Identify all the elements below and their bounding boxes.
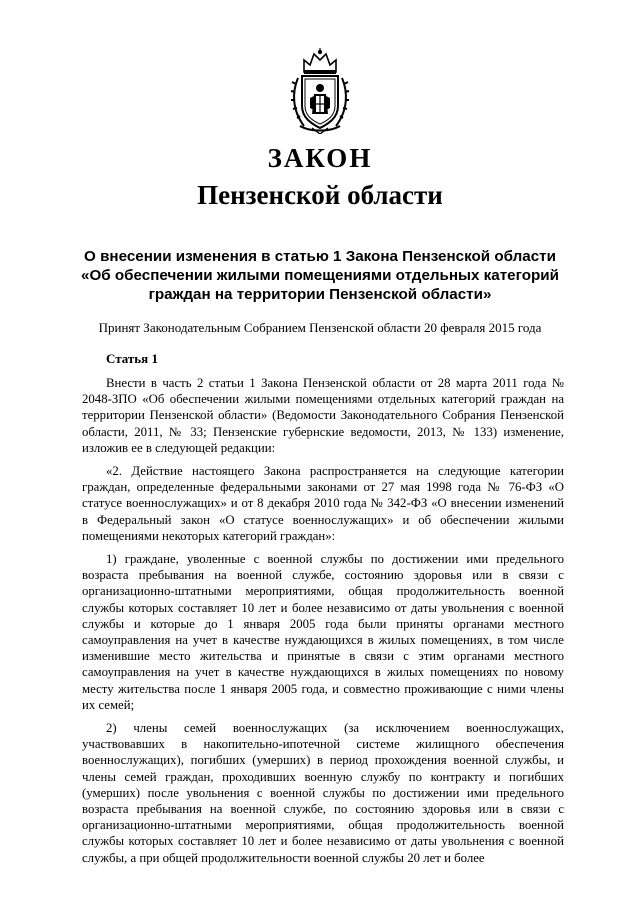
article-body — [82, 375, 564, 873]
paragraph: 1) граждане, уволенные с военной службы по достижении ими предельного возраста пребывания на военной службе, состоянию здоровья или в связи с организационно-штатными мероприятиями, общая продолжительность военной службы которых составляет 10 лет и более независимо от даты увольнения с военной службы и которые до 1 января 2005 года были приняты органами местного самоуправления на учет в качестве нуждающихся в жилых помещениях, в том числе изменившие место жительства и принятые в связи с этим органами местного самоуправления на учет в качестве нуждающихся в жилых помещениях по новому месту жительства после 1 января 2005 года, и совместно проживающие с ними члены их семей; — [82, 552, 564, 712]
article-title: Статья 1 — [106, 351, 158, 366]
adoption-note: Принят Законодательным Собранием Пензенской области 20 февраля 2015 года — [98, 320, 542, 335]
coat-of-arms-emblem — [290, 48, 350, 134]
law-heading-line: «Об обеспечении жилыми помещениями отдельных категорий — [81, 267, 559, 284]
paragraph: Внести в часть 2 статьи 1 Закона Пензенской области от 28 марта 2011 года № 2048-ЗПО «Об обеспечении жилыми помещениями отдельных категорий граждан на территории Пензенской области» (Ведомости Законодательного Собрания Пензенской области, 2011, № 33; Пензенские губернские ведомости, 2013, № 133) изменение, изложив ее в следующей редакции: — [82, 376, 564, 455]
document-title: ЗАКОН — [267, 143, 373, 173]
law-heading — [60, 247, 580, 304]
paragraph: 2) члены семей военнослужащих (за исключением военнослужащих, участвовавших в накопительно-ипотечной системе жилищного обеспечения военнослужащих), погибших (умерших) в период прохождения военной службы, и члены семей граждан, проходивших военную службу по контракту и погибших (умерших) после увольнения с военной службы по достижении ими предельного возраста пребывания на военной службе, по состоянию здоровья или в связи с организационно-штатными мероприятиями, общая продолжительность военной службы которых составляет 10 лет и более независимо от даты увольнения с военной службы, а при общей продолжительности военной службы 20 лет и более — [82, 721, 564, 865]
law-heading-line: О внесении изменения в статью 1 Закона Пензенской области — [84, 248, 556, 265]
document-subtitle: Пензенской области — [197, 180, 443, 210]
law-heading-line: граждан на территории Пензенской области» — [148, 286, 492, 303]
paragraph: «2. Действие настоящего Закона распространяется на следующие категории граждан, определенные федеральными законами от 27 мая 1998 года № 76-ФЗ «О статусе военнослужащих» и от 8 декабря 2010 года № 342-ФЗ «О внесении изменений в Федеральный закон «О статусе военнослужащих» и об обеспечении жилыми помещениями некоторых категорий граждан»: — [82, 464, 564, 543]
